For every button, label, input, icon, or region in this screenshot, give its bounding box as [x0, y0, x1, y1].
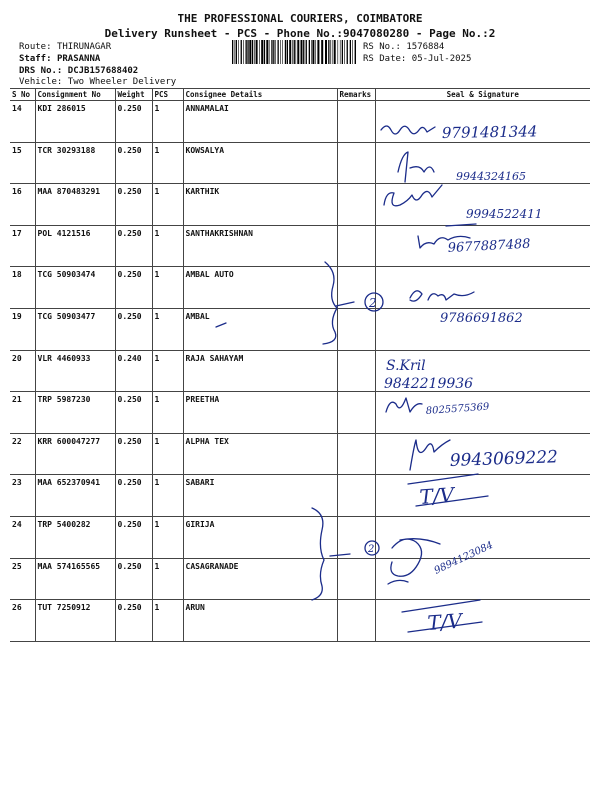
cell-consignment: TRP 5400282 [35, 516, 115, 558]
cell-pcs: 1 [152, 433, 183, 475]
cell-sno: 16 [10, 184, 35, 226]
table-row [10, 433, 590, 475]
barcode-bar [297, 40, 299, 64]
barcode-bar [247, 40, 248, 64]
cell-consignment: KRR 600047277 [35, 433, 115, 475]
handwritten-phone: 9894123084 [432, 539, 495, 577]
rs-no-label: RS No.: [363, 42, 401, 52]
handwritten-phone: 9943069222 [449, 447, 559, 471]
cell-weight: 0.250 [115, 600, 152, 642]
rs-date-line [363, 54, 471, 65]
barcode-bar [332, 40, 333, 64]
cell-consignment: MAA 574165565 [35, 558, 115, 600]
cell-pcs: 1 [152, 350, 183, 392]
cell-remarks [337, 225, 375, 267]
cell-consignment: KDI 286015 [35, 101, 115, 143]
table-row [10, 225, 590, 267]
barcode-bar [236, 40, 237, 64]
cell-sno: 21 [10, 392, 35, 434]
barcode-bar [259, 40, 260, 64]
col-header-signature: Seal & Signature [375, 89, 590, 101]
col-header-consignment: Consignment No [35, 89, 115, 101]
cell-consignment: MAA 652370941 [35, 475, 115, 517]
barcode-bar [306, 40, 307, 64]
barcode-bar [338, 40, 339, 64]
barcode-bar [238, 40, 239, 64]
cell-consignee: RAJA SAHAYAM [183, 350, 337, 392]
barcode-bar [330, 40, 331, 64]
cell-remarks [337, 516, 375, 558]
staff-label: Staff: [19, 54, 52, 64]
table-header-row [10, 89, 590, 101]
cell-consignment: VLR 4460933 [35, 350, 115, 392]
cell-consignee: AMBAL [183, 308, 337, 350]
col-header-pcs: PCS [152, 89, 183, 101]
table-row [10, 516, 590, 558]
handwritten-phone: 8025575369 [425, 401, 490, 417]
barcode-bar [317, 40, 319, 64]
runsheet-subtitle: Delivery Runsheet - PCS - Phone No.:9047080280 - Page No.:2 [104, 27, 496, 40]
handwritten-phone: 9944324165 [456, 170, 526, 183]
barcode-bar [311, 40, 312, 64]
cell-consignment: TUT 7250912 [35, 600, 115, 642]
cell-pcs: 1 [152, 600, 183, 642]
cell-weight: 0.250 [115, 101, 152, 143]
rs-date-label: RS Date: [363, 54, 407, 64]
cell-signature [375, 308, 590, 350]
cell-consignee: GIRIJA [183, 516, 337, 558]
cell-remarks [337, 433, 375, 475]
table-row [10, 392, 590, 434]
barcode-bar [292, 40, 293, 64]
barcode-bar [241, 40, 242, 64]
route-value: THIRUNAGAR [56, 42, 112, 52]
barcode-bar [246, 40, 247, 64]
cell-pcs: 1 [152, 558, 183, 600]
barcode-bar [301, 40, 303, 64]
cell-consignee: AMBAL AUTO [183, 267, 337, 309]
cell-remarks [337, 392, 375, 434]
cell-weight: 0.250 [115, 558, 152, 600]
cell-pcs: 1 [152, 475, 183, 517]
barcode-bar [328, 40, 329, 64]
barcode-bar [243, 40, 244, 64]
cell-weight: 0.250 [115, 267, 152, 309]
cell-remarks [337, 350, 375, 392]
vehicle-value: Two Wheeler Delivery [67, 77, 177, 87]
cell-pcs: 1 [152, 184, 183, 226]
cell-remarks [337, 475, 375, 517]
cell-consignee: SANTHAKRISHNAN [183, 225, 337, 267]
cell-sno: 17 [10, 225, 35, 267]
cell-signature [375, 475, 590, 517]
drs-label: DRS No.: [19, 66, 63, 76]
barcode-bar [285, 40, 286, 64]
drs-value: DCJB157688402 [67, 66, 139, 76]
cell-signature [375, 350, 590, 392]
barcode-bar [235, 40, 236, 64]
cell-consignee: SABARI [183, 475, 337, 517]
barcode-bar [289, 40, 291, 64]
cell-sno: 24 [10, 516, 35, 558]
table-row [10, 558, 590, 600]
cell-pcs: 1 [152, 225, 183, 267]
barcode-bar [325, 40, 327, 64]
cell-pcs: 1 [152, 308, 183, 350]
cell-signature [375, 516, 590, 558]
cell-consignment: POL 4121516 [35, 225, 115, 267]
handwritten-mark: T/V [418, 482, 455, 509]
table-row [10, 475, 590, 517]
cell-sno: 15 [10, 142, 35, 184]
barcode-bar [275, 40, 276, 64]
cell-sno: 18 [10, 267, 35, 309]
drs-line [19, 66, 138, 77]
table-row [10, 142, 590, 184]
handwritten-mark: T/V [426, 608, 463, 635]
cell-sno: 25 [10, 558, 35, 600]
cell-signature [375, 225, 590, 267]
barcode-bar [282, 40, 283, 64]
cell-remarks [337, 600, 375, 642]
cell-weight: 0.250 [115, 516, 152, 558]
staff-line [19, 54, 100, 65]
cell-signature [375, 142, 590, 184]
cell-signature [375, 558, 590, 600]
barcode-bar [309, 40, 310, 64]
barcode-bar [264, 40, 265, 64]
cell-weight: 0.250 [115, 475, 152, 517]
barcode-bar [350, 40, 351, 64]
cell-pcs: 1 [152, 101, 183, 143]
barcode-bar [312, 40, 314, 64]
cell-consignment: TRP 5987230 [35, 392, 115, 434]
barcode-bar [347, 40, 348, 64]
barcode-bar [287, 40, 288, 64]
vehicle-line [19, 77, 176, 88]
barcode-bar [273, 40, 274, 64]
vehicle-label: Vehicle: [19, 77, 63, 87]
cell-weight: 0.240 [115, 350, 152, 392]
table-row [10, 308, 590, 350]
cell-pcs: 1 [152, 142, 183, 184]
company-title: THE PROFESSIONAL COURIERS, COIMBATORE [177, 12, 423, 25]
cell-consignee: CASAGRANADE [183, 558, 337, 600]
cell-remarks [337, 101, 375, 143]
barcode-image [232, 40, 356, 64]
cell-remarks [337, 308, 375, 350]
cell-signature [375, 600, 590, 642]
barcode-bar [254, 40, 255, 64]
cell-sno: 19 [10, 308, 35, 350]
rs-no-value: 1576884 [406, 42, 445, 52]
cell-pcs: 1 [152, 392, 183, 434]
handwritten-phone: 9791481344 [441, 122, 538, 142]
barcode-bar [294, 40, 295, 64]
barcode-bar [303, 40, 304, 64]
col-header-consignee: Consignee Details [183, 89, 337, 101]
col-header-remarks: Remarks [337, 89, 375, 101]
handwritten-phone: 9994522411 [466, 207, 543, 221]
cell-sno: 20 [10, 350, 35, 392]
cell-consignee: KOWSALYA [183, 142, 337, 184]
cell-signature [375, 392, 590, 434]
cell-weight: 0.250 [115, 308, 152, 350]
barcode-bar [278, 40, 279, 64]
cell-consignment: TCG 50903474 [35, 267, 115, 309]
col-header-sno: S No [10, 89, 35, 101]
table-row [10, 350, 590, 392]
cell-remarks [337, 142, 375, 184]
rs-no-line [363, 42, 444, 53]
cell-weight: 0.250 [115, 142, 152, 184]
cell-remarks [337, 267, 375, 309]
cell-pcs: 1 [152, 267, 183, 309]
table-row [10, 600, 590, 642]
cell-weight: 0.250 [115, 433, 152, 475]
cell-consignee: PREETHA [183, 392, 337, 434]
handwritten-count: 2 [368, 544, 375, 555]
barcode-bar [280, 40, 281, 64]
barcode-bar [249, 40, 251, 64]
cell-remarks [337, 558, 375, 600]
table-row [10, 101, 590, 143]
cell-pcs: 1 [152, 516, 183, 558]
cell-sno: 14 [10, 101, 35, 143]
cell-remarks [337, 184, 375, 226]
barcode-bar [340, 40, 341, 64]
barcode-bar [271, 40, 272, 64]
barcode-bar [266, 40, 268, 64]
cell-consignee: KARTHIK [183, 184, 337, 226]
handwritten-phone: 9786691862 [440, 311, 523, 326]
cell-signature [375, 101, 590, 143]
barcode-bar [232, 40, 233, 64]
cell-consignee: ANNAMALAI [183, 101, 337, 143]
handwritten-phone: 9677887488 [447, 236, 531, 256]
cell-signature [375, 433, 590, 475]
cell-sno: 22 [10, 433, 35, 475]
barcode-bar [261, 40, 263, 64]
cell-sno: 26 [10, 600, 35, 642]
cell-weight: 0.250 [115, 392, 152, 434]
barcode-bar [269, 40, 270, 64]
cell-sno: 23 [10, 475, 35, 517]
staff-value: PRASANNA [56, 54, 101, 64]
table-row [10, 184, 590, 226]
cell-consignee: ARUN [183, 600, 337, 642]
barcode-bar [352, 40, 353, 64]
cell-signature [375, 184, 590, 226]
cell-consignment: MAA 870483291 [35, 184, 115, 226]
cell-signature [375, 267, 590, 309]
col-header-weight: Weight [115, 89, 152, 101]
barcode-bar [334, 40, 336, 64]
cell-consignee: ALPHA TEX [183, 433, 337, 475]
route-label: Route: [19, 42, 52, 52]
rs-date-value: 05-Jul-2025 [411, 54, 472, 64]
barcode-bar [342, 40, 343, 64]
barcode-bar [355, 40, 356, 64]
handwritten-count: 2 [369, 296, 377, 310]
barcode-bar [344, 40, 345, 64]
barcode-bar [321, 40, 323, 64]
table-row [10, 267, 590, 309]
handwritten-phone: 9842219936 [384, 376, 474, 392]
cell-weight: 0.250 [115, 225, 152, 267]
cell-consignment: TCR 30293188 [35, 142, 115, 184]
barcode-bar [315, 40, 316, 64]
handwritten-name: S.Kril [386, 358, 426, 374]
runsheet-table [10, 88, 590, 642]
barcode-bar [256, 40, 258, 64]
barcode-bar [296, 40, 297, 64]
route-line [19, 42, 111, 53]
cell-consignment: TCG 50903477 [35, 308, 115, 350]
cell-weight: 0.250 [115, 184, 152, 226]
barcode-bar [252, 40, 253, 64]
